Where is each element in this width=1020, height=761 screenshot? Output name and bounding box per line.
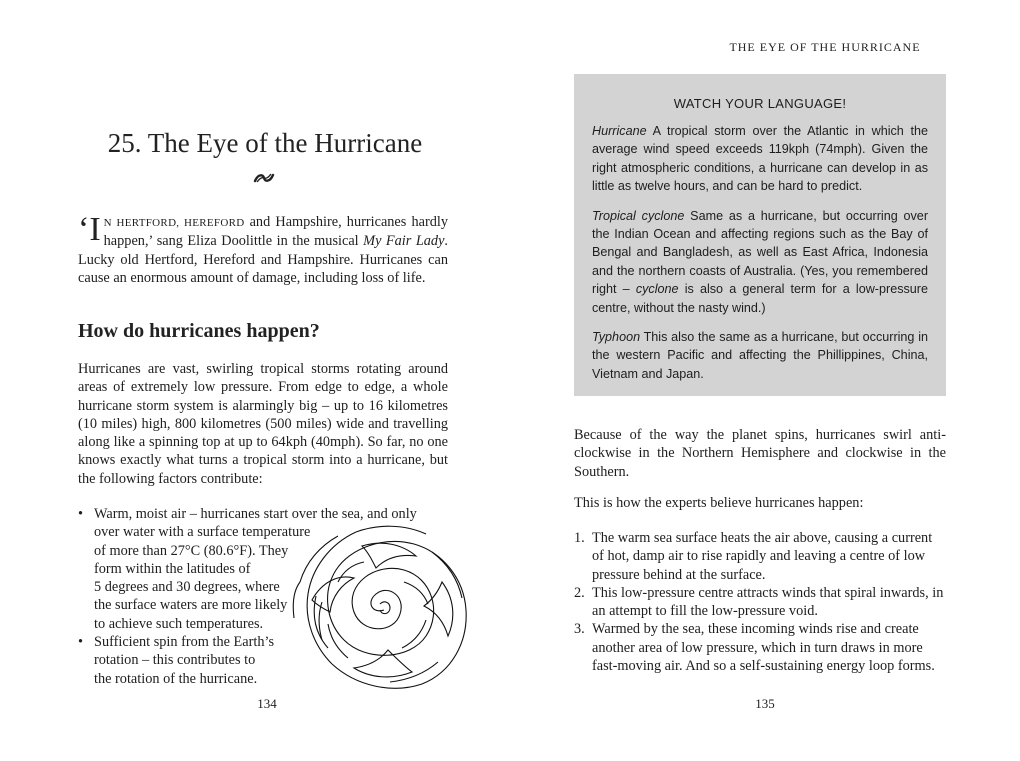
drop-cap: ‘I [78,211,101,248]
page-number: 134 [257,696,277,711]
bullet-line: the surface waters are more likely [94,597,288,614]
sidebar-term: Typhoon [592,330,641,345]
step-number: 1. [574,530,585,546]
sidebar-box [574,74,946,396]
intro-text: and Hampshire, hurricanes hardly happen,’ sang Eliza Doolittle in the musical [103,214,449,250]
musical-title: My Fair Lady [363,233,445,250]
step-text: This low-pressure centre attracts winds that spiral inwards, in an attempt to fill the low-pressure void. [592,584,944,620]
bullet-line: • Sufficient spin from the Earth’s [94,634,275,651]
bullet-line: rotation – this contributes to [94,652,256,669]
numbered-list [574,529,946,675]
sidebar-inline-term: cyclone [635,282,679,297]
page-number: 135 [755,696,775,711]
bullet-line: • Warm, moist air – hurricanes start over the sea, and only [94,506,417,522]
sidebar-entry [592,207,928,317]
list-item [574,620,946,675]
step-text: The warm sea surface heats the air above, causing a current of hot, damp air to rise rapidly and leaving a centre of low pressure behind at the surface. [592,530,933,583]
body-paragraph: Because of the way the planet spins, hurricanes swirl anticlockwise in the Northern Hemisphere and clockwise in the Southern. [574,427,946,480]
section-heading: How do hurricanes happen? [78,320,320,342]
bullet-line: of more than 27°C (80.6°F). They [94,542,289,559]
bullet-line: to achieve such temperatures. [94,615,264,632]
smallcaps-text: N HERTFORD, [103,217,184,229]
step-number: 2. [574,584,585,601]
bullet-line: over water with a surface temperature [94,524,311,541]
step-number: 3. [574,621,585,638]
sidebar-title: WATCH YOUR LANGUAGE! [673,96,847,111]
intro-text: . Lucky old Hertford, Hereford and Hampshire. Hurricanes can cause an enormous amount of damage, including loss of life. [78,233,448,286]
body-paragraph: This is how the experts believe hurricanes happen: [574,495,864,511]
running-head: THE EYE OF THE HURRICANE [729,40,921,54]
sidebar-definition: Same as a hurricane, but occurring over the Indian Ocean and affecting regions such as the Bay of Bengal and Bangladesh, as well as East Africa, Indonesia and the northern coasts of Australia. (Yes, you remembered right – [592,208,929,297]
bullet-line: form within the latitudes of [94,560,251,577]
list-item [574,529,946,584]
bullet-line: the rotation of the hurricane. [94,670,258,687]
sidebar-entry [592,328,928,383]
list-item [574,584,946,621]
chapter-title: 25. The Eye of the Hurricane [107,128,423,158]
sidebar-definition: is also a general term for a low-pressure centre, without the nasty wind.) [592,282,928,315]
sidebar-term: Hurricane [592,124,647,138]
ornament-icon [253,172,275,184]
section-paragraph: Hurricanes are vast, swirling tropical storms rotating around areas of extremely low pressure. From edge to edge, a whole hurricane storm system is alarmingly big – up to 16 kilometres (10 miles) high, 800 kilometres (500 miles) wide and travelling along like a spinning top at up to 64kph (40mph). So far, no one knows exactly what turns a tropical storm into a hurricane, but the following factors contribute: [78,361,448,487]
hurricane-illustration-icon [292,522,477,692]
sidebar-definition: This also the same as a hurricane, but occurring in the western Pacific and affecting the Phillippines, China, Vietnam and Japan. [592,330,928,381]
sidebar-definition: A tropical storm over the Atlantic in which the average wind speed exceeds 119kph (74mph). Given the right atmospheric conditions, a hurricane can develop in as little as twelve hours, and can be hard to predict. [592,124,928,194]
step-text: Warmed by the sea, these incoming winds rise and create another area of low pressure, which in turn draws in more fast-moving air. And so a self-sustaining energy loop forms. [592,621,935,675]
smallcaps-text: HEREFORD [183,217,245,229]
intro-paragraph [78,213,448,287]
sidebar-term: Tropical cyclone [592,208,685,223]
bullet-line: 5 degrees and 30 degrees, where [94,579,280,596]
sidebar-entry [592,122,928,196]
right-page [510,0,1020,761]
